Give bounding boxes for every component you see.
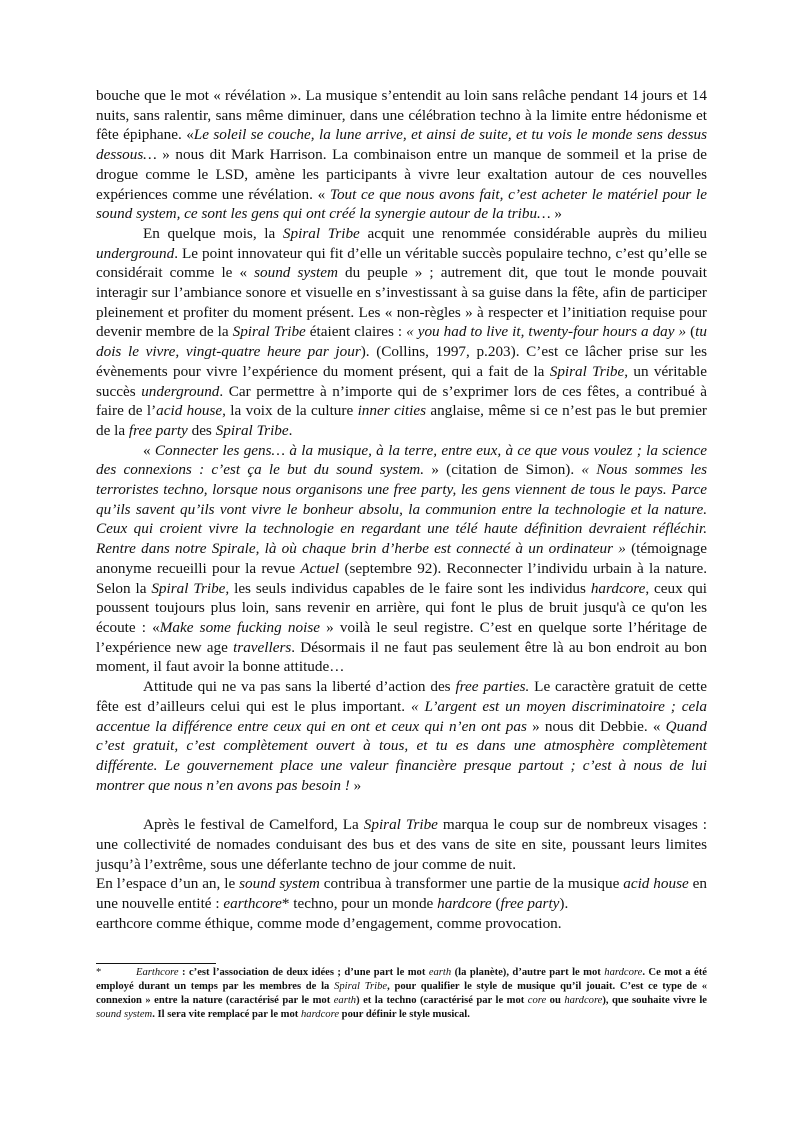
footnote-separator [96,963,216,964]
italic-run: Spiral Tribe [363,816,438,834]
italic-run: earthcore [223,895,282,913]
italic-run: free parties. [455,678,530,696]
paragraph-3: « Connecter les gens… à la musique, à la terre, entre eux, à ce que vous voulez ; la science des connexions : c’est ça le but du sound system. » (citation de Simon). « Nous sommes les terroristes techno, lorsque nous organisons une free party, les gens viennent de tous le pays. Parce qu’ils savent qu’ils vont vivre le bonheur absolu, la communion entre la technologie et la nature. Ceux qui croient vivre la technologie en regardant une télé haute définition devraient réfléchir. Rentre dans notre Spirale, là où chaque brin d’herbe est connecté à un ordinateur » (témoignage anonyme recueilli pour la revue Actuel (septembre 92). Reconnecter l’individu urbain à la nature. Selon la Spiral Tribe, les seuls individus capables de le faire sont les individus hardcore, ceux qui poussent toujours plus loin, sans revenir en arrière, qui font le plus de bruit jusqu'à ce qu'on les écoute : «Make some fucking noise » voilà le seul registre. C’est en quelque sorte l’héritage de l’expérience new age travellers. Désormais il ne faut pas seulement être là au bon endroit au bon moment, il faut avoir la bonne attitude… [96,441,708,676]
italic-run: earth [428,967,452,978]
paragraph-4: Attitude qui ne va pas sans la liberté d’action des free parties. Le caractère gratuit de cette fête est d’ailleurs celui qui est le plus important. « L’argent est un moyen discriminatoire ; cela accentue la différence entre ceux qui en ont et ceux qui n’en ont pas » nous dit Debbie. « Quand c’est gratuit, c’est complètement ouvert à tous, et tu es dans une atmosphère complètement différente. Le gouvernement place une valeur financière presque partout ; c’est à nous de lui montrer que nous n’en avons pas besoin ! » [96,678,707,794]
paragraph-6: En l’espace d’un an, le sound system contribua à transformer une partie de la musique acid house en une nouvelle entité : earthcore* techno, pour un monde hardcore (free party). [96,875,707,913]
paragraph-2: En quelque mois, la Spiral Tribe acquit une renommée considérable auprès du milieu underground. Le point innovateur qui fit d’elle un véritable succès populaire techno, c’est qu’elle se considérait comme le « sound system du peuple » ; autrement dit, que tout le monde pouvait interagir sur l’ambiance sonore et visuelle en s’investissant à sa guise dans la fête, afin de participer pleinement et profiter du moment présent. Les « non-règles » à respecter et l’initiation requise pour devenir membre de la Spiral Tribe étaient claires : « you had to live it, twenty-four hours a day » (tu dois le vivre, vingt-quatre heure par jour). (Collins, 1997, p.203). C’est ce lâcher prise sur les évènements pour vivre l’expérience du moment présent, qui a fait de la Spiral Tribe, un véritable succès underground. Car permettre à n’importe qui de s’exprimer lors de ces fêtes, a contribué à faire de l’acid house, la voix de la culture inner cities anglaise, même si ce n’est pas le but premier de la free party des Spiral Tribe. [96,224,707,439]
italic-run: acid house [623,875,689,893]
italic-run: Le soleil se couche, la lune arrive, et ainsi de suite, et tu vois le monde sens dessus dessous… [96,126,707,164]
italic-run: Spiral Tribe [334,980,388,992]
italic-run: Make some fucking noise [159,618,320,636]
body-text [96,86,707,934]
italic-run: sound system [96,1008,153,1020]
italic-run: sound system [239,875,320,893]
italic-run: sound system [254,264,338,282]
paragraph-5: Après le festival de Camelford, La Spiral Tribe marqua le coup sur de nombreux visages : une collectivité de nomades conduisant des bus et des vans de site en site, poussant leurs limites jusqu’à l’extrême, sous une déferlante techno de jour comme de nuit. [96,816,707,873]
italic-run: hardcore [604,967,643,978]
italic-run: hardcore [590,579,646,597]
italic-run: tu dois le vivre, vingt-quatre heure par jour [96,323,707,361]
paragraph-1: bouche que le mot « révélation ». La musique s’entendit au loin sans relâche pendant 14 jours et 14 nuits, sans ralentir, sans même diminuer, dans une célébration techno à la limite entre hédonisme et fête épiphane. «Le soleil se couche, la lune arrive, et ainsi de suite, et tu vois le monde sens dessus dessous… » nous dit Mark Harrison. La combinaison entre un manque de sommeil et la prise de drogue comme le LSD, amène les participants à vivre leur exaltation autour de ces nouvelles expériences comme une révélation. « Tout ce que nous avons fait, c’est acheter le matériel pour le sound system, ce sont les gens qui ont créé la synergie autour de la tribu… » [96,87,707,223]
italic-run: Spiral Tribe [549,362,625,380]
italic-run: hardcore [300,1008,340,1020]
italic-run: Connecter les gens… à la musique, à la terre, entre eux, à ce que vous voulez ; la science des connexions : c’est ça le but du sound system. [96,441,707,479]
italic-run: free party [128,421,188,439]
paragraph-spacer [96,795,707,815]
italic-run: travellers [233,638,292,656]
italic-run: hardcore [564,994,603,1006]
italic-run: hardcore [437,895,492,913]
italic-run: core [527,994,547,1006]
italic-run: Spiral Tribe [282,224,360,242]
italic-run: underground [141,382,220,400]
footnote-marker: * [96,967,102,978]
italic-run: Quand c’est gratuit, c’est complètement ouvert à tous, et tu es dans une atmosphère complètement différente. Le gouvernement place une valeur financière presque partout ; c’est à nous de lui montrer que nous n’en avons pas besoin ! [96,717,707,794]
italic-run: Actuel [300,559,340,577]
paragraph-7: earthcore comme éthique, comme mode d’engagement, comme provocation. [96,914,562,932]
italic-run: earth [333,994,357,1006]
italic-run: Spiral Tribe [232,323,306,341]
italic-run: underground [96,244,175,262]
italic-run: Tout ce que nous avons fait, c’est acheter le matériel pour le sound system, ce sont les gens qui ont créé la synergie autour de la tribu… [96,185,707,223]
italic-run: « L’argent est un moyen discriminatoire ; cela accentue la différence entre ceux qui en ont et ceux qui n’en ont pas [96,697,707,735]
italic-run: free party [500,895,560,913]
italic-run: Spiral Tribe, [151,579,230,597]
italic-run: acid house [156,402,223,420]
footnote-text: Earthcore : c’est l’association de deux idées ; d’une part le mot earth (la planète), d’autre part le mot hardcore. Ce mot a été employé durant un temps par les membres de la Spiral Tribe, pour qualifier le style de musique qu’il jouait. C’est ce type de « connexion » entre la nature (caractérisé par le mot earth) et la techno (caractérisé par le mot core ou hardcore), que souhaite vivre le sound system. Il sera vite remplacé par le mot hardcore pour définir le style musical. [96,967,707,1020]
italic-run: « you had to live it, twenty-four hours a day » [406,323,687,341]
footnote [96,966,707,1022]
italic-run: inner cities [357,402,427,420]
italic-run: Spiral Tribe [215,421,289,439]
italic-run: « Nous sommes les terroristes techno, lorsque nous organisons une free party, les gens viennent de tous le pays. Parce qu’ils savent qu’ils vont vivre le bonheur absolu, la communion entre la technologie et la nature. Ceux qui croient vivre la technologie en regardant une télé haute définition devraient réfléchir. Rentre dans notre Spirale, là où chaque brin d’herbe est connecté à un ordinateur » [96,461,707,558]
italic-run: Earthcore [136,967,179,978]
